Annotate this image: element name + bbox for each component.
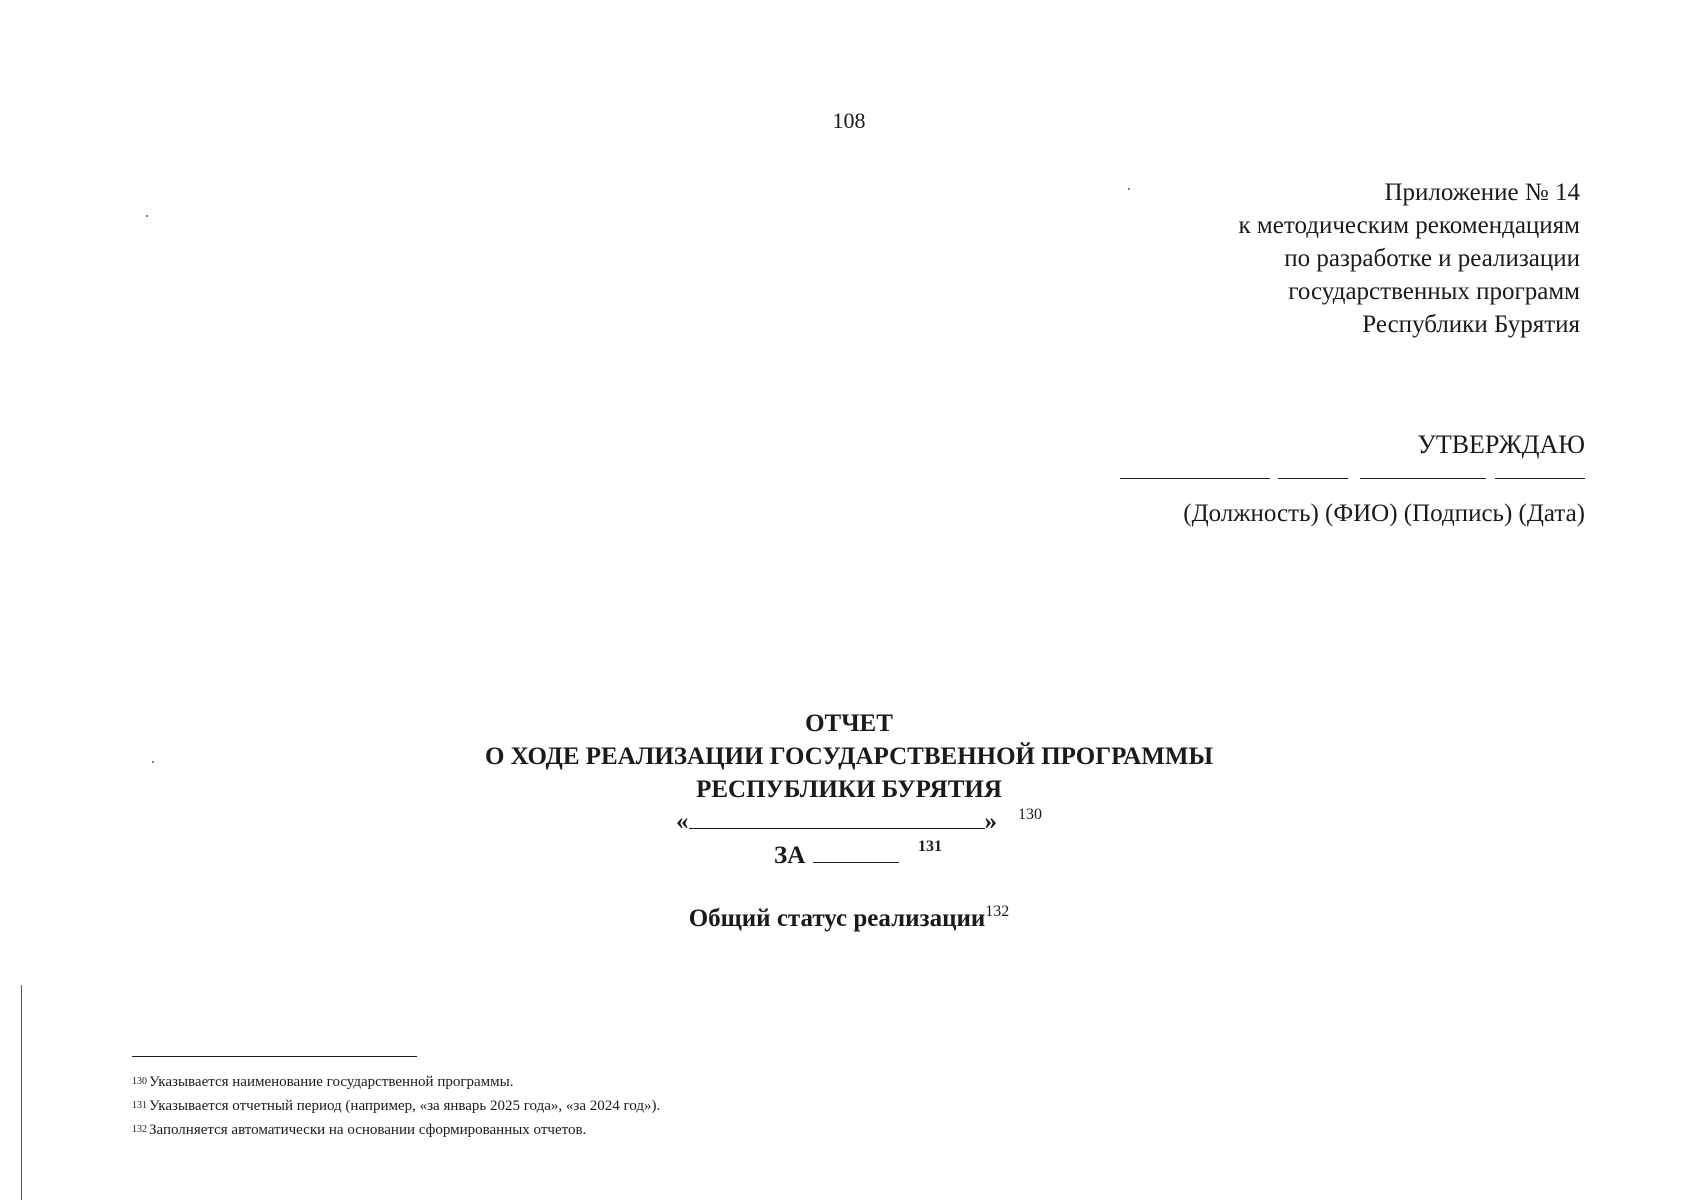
period-blank [813, 840, 899, 863]
appendix-line: государственных программ [1288, 278, 1580, 305]
footnote-number: 130 [132, 1076, 147, 1087]
report-subtitle-region: РЕСПУБЛИКИ БУРЯТИЯ [696, 776, 1002, 803]
footnote-item [132, 1094, 660, 1118]
open-quote: « [676, 808, 689, 835]
report-subtitle: О ХОДЕ РЕАЛИЗАЦИИ ГОСУДАРСТВЕННОЙ ПРОГРАММЫ [484, 743, 1214, 770]
close-quote: » [984, 808, 997, 835]
period-prefix: ЗА [774, 842, 806, 869]
footnote-ref-131: 131 [918, 838, 942, 855]
appendix-line: к методическим рекомендациям [1238, 212, 1580, 239]
signature-line-sign [1360, 478, 1486, 479]
footnote-item [132, 1070, 660, 1094]
footnote-text: Указывается наименование государственной программы. [149, 1074, 514, 1090]
signature-lines [1120, 478, 1585, 482]
footnote-item [132, 1118, 660, 1142]
footnote-text: Заполняется автоматически на основании сформированных отчетов. [149, 1122, 587, 1138]
binder-edge-line [21, 985, 22, 1200]
footnotes [132, 1070, 660, 1142]
signature-captions: (Должность) (ФИО) (Подпись) (Дата) [1183, 500, 1585, 527]
report-title: ОТЧЕТ [805, 710, 893, 737]
implementation-status [0, 903, 1698, 933]
scan-speck [152, 761, 154, 763]
footnote-text: Указывается отчетный период (например, «за январь 2025 года», «за 2024 год»). [149, 1098, 661, 1114]
program-name-field [676, 806, 997, 836]
approval-heading: УТВЕРЖДАЮ [1417, 430, 1585, 459]
footnote-ref-132: 132 [985, 903, 1010, 920]
page-number: 108 [832, 108, 866, 133]
status-label: Общий статус реализации [688, 905, 986, 932]
appendix-line: Республики Бурятия [1362, 311, 1580, 338]
scan-speck [146, 215, 148, 217]
reporting-period-field [774, 840, 899, 870]
signature-line-name [1278, 478, 1348, 479]
scan-speck [1128, 188, 1130, 190]
appendix-line: по разработке и реализации [1284, 245, 1580, 272]
footnote-ref-130: 130 [1018, 806, 1042, 823]
program-name-blank [689, 806, 985, 829]
footnote-separator [132, 1056, 417, 1057]
appendix-line: Приложение № 14 [1384, 179, 1580, 206]
footnote-number: 132 [132, 1124, 147, 1135]
appendix-block [1239, 176, 1580, 341]
signature-line-position [1120, 478, 1270, 479]
signature-line-date [1495, 478, 1585, 479]
footnote-number: 131 [132, 1100, 147, 1111]
